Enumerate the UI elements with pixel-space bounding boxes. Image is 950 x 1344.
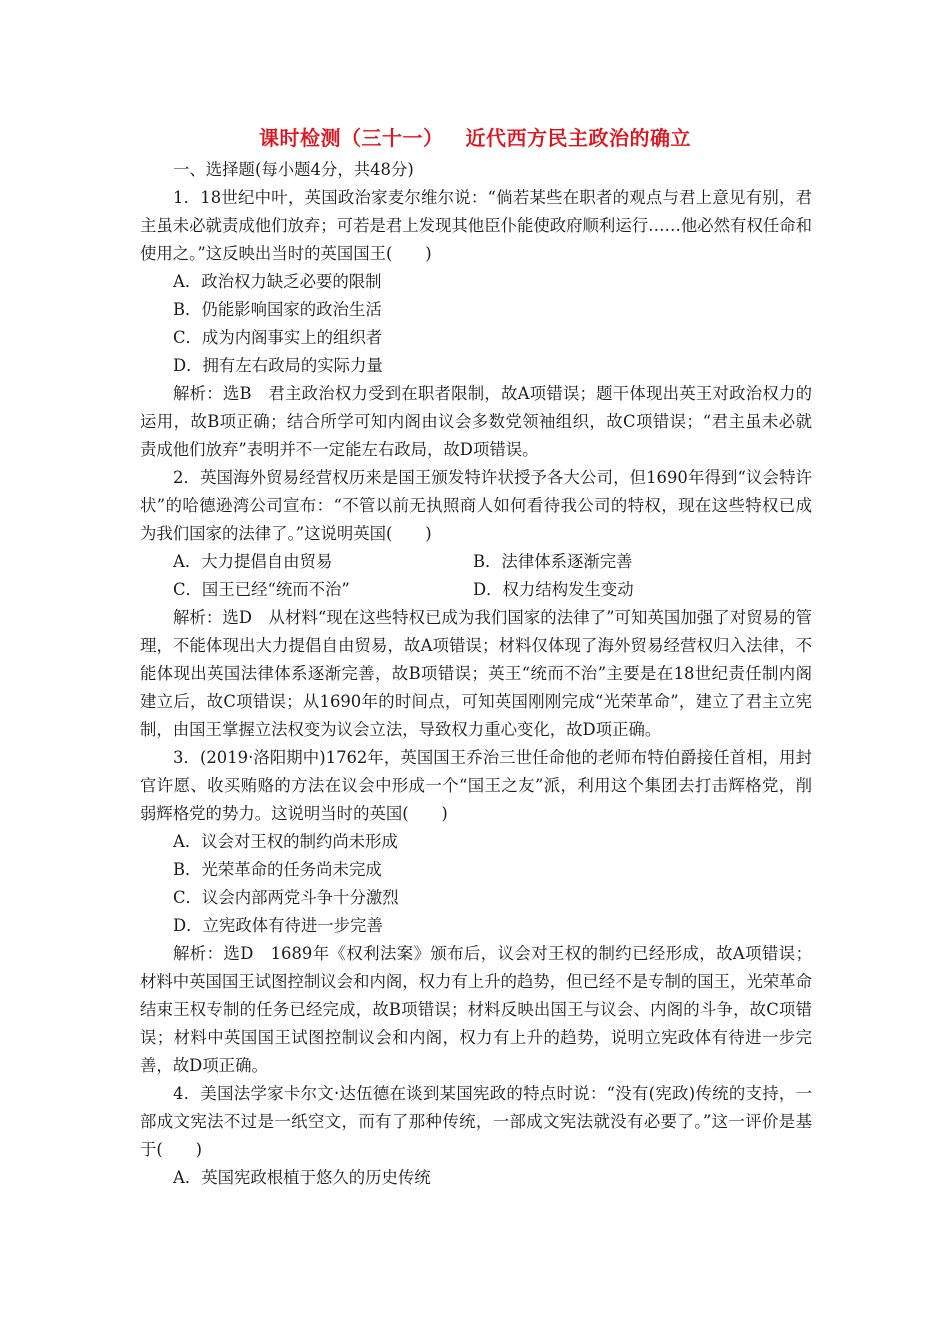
- question-1-option-c: C．成为内阁事实上的组织者: [173, 328, 383, 347]
- question-2-option-d: D．权力结构发生变动: [473, 580, 634, 599]
- question-1-option-d: D．拥有左右政局的实际力量: [173, 356, 383, 375]
- question-1-option-a: A．政治权力缺乏必要的限制: [173, 272, 382, 291]
- question-1-analysis: 解析：选B 君主政治权力受到在职者限制，故A项错误；题干体现出英王对政治权力的运用，故B项正确；结合所学可知内阁由议会多数党领袖组织，故C项错误；“君主虽未必就责成他们放弃”表明并不一定能左右政局，故D项错误。: [140, 384, 812, 459]
- question-2-option-b: B．法律体系逐渐完善: [473, 552, 633, 571]
- question-3-analysis: 解析：选D 1689年《权利法案》颁布后，议会对王权的制约已经形成，故A项错误；材料中英国国王试图控制议会和内阁，权力有上升的趋势，但已经不是专制的国王，光荣革命结束王权专制的任务已经完成，故B项错误；材料反映出国王与议会、内阁的斗争，故C项错误；材料中英国国王试图控制议会和内阁，权力有上升的趋势，说明立宪政体有待进一步完善，故D项正确。: [140, 944, 813, 1075]
- question-3-option-d: D．立宪政体有待进一步完善: [173, 916, 383, 935]
- question-2-stem: 2．英国海外贸易经营权历来是国王颁发特许状授予各大公司，但1690年得到“议会特许状”的哈德逊湾公司宣布：“不管以前无执照商人如何看待我公司的特权，现在这些特权已成为我们国家的法律了。”这说明英国( ): [140, 468, 812, 543]
- question-2-options-row-2: [140, 576, 812, 604]
- title-part-2: 近代西方民主政治的确立: [465, 126, 691, 150]
- question-3-option-c: C．议会内部两党斗争十分激烈: [173, 888, 399, 907]
- title-part-1: 课时检测（三十一）: [259, 126, 444, 150]
- question-4-stem: 4．美国法学家卡尔文·达伍德在谈到某国宪政的特点时说：“没有(宪政)传统的支持，一部成文宪法不过是一纸空文，而有了那种传统，一部成文宪法就没有必要了。”这一评价是基于( ): [140, 1084, 812, 1159]
- question-3-stem: 3．(2019·洛阳期中)1762年，英国国王乔治三世任命他的老师布特伯爵接任首相，用封官许愿、收买贿赂的方法在议会中形成一个“国王之友”派，利用这个集团去打击辉格党，削弱辉格党的势力。这说明当时的英国( ): [140, 748, 812, 823]
- section-header: 一、选择题(每小题4分，共48分): [173, 160, 414, 179]
- question-2-analysis: 解析：选D 从材料“现在这些特权已成为我们国家的法律了”可知英国加强了对贸易的管理，不能体现出大力提倡自由贸易，故A项错误；材料仅体现了海外贸易经营权归入法律，不能体现出英国法律体系逐渐完善，故B项错误；英王“统而不治”主要是在18世纪责任制内阁建立后，故C项错误；从1690年的时间点，可知英国刚刚完成“光荣革命”，建立了君主立宪制，由国王掌握立法权变为议会立法，导致权力重心变化，故D项正确。: [140, 608, 812, 739]
- document-body: [140, 156, 812, 1192]
- question-2-options-row-1: [140, 548, 812, 576]
- question-4-option-a: A．英国宪政根植于悠久的历史传统: [173, 1168, 431, 1187]
- question-2-option-a: A．大力提倡自由贸易: [173, 552, 333, 571]
- question-3-option-a: A．议会对王权的制约尚未形成: [173, 832, 398, 851]
- question-2-option-c: C．国王已经“统而不治”: [173, 580, 350, 599]
- question-1-stem: 1．18世纪中叶，英国政治家麦尔维尔说：“倘若某些在职者的观点与君上意见有别，君主虽未必就责成他们放弃；可若是君上发现其他臣仆能使政府顺利运行……他必然有权任命和使用之。”这反映出当时的英国国王( ): [140, 188, 813, 263]
- question-3-option-b: B．光荣革命的任务尚未完成: [173, 860, 382, 879]
- question-1-option-b: B．仍能影响国家的政治生活: [173, 300, 382, 319]
- page-title: [0, 124, 950, 152]
